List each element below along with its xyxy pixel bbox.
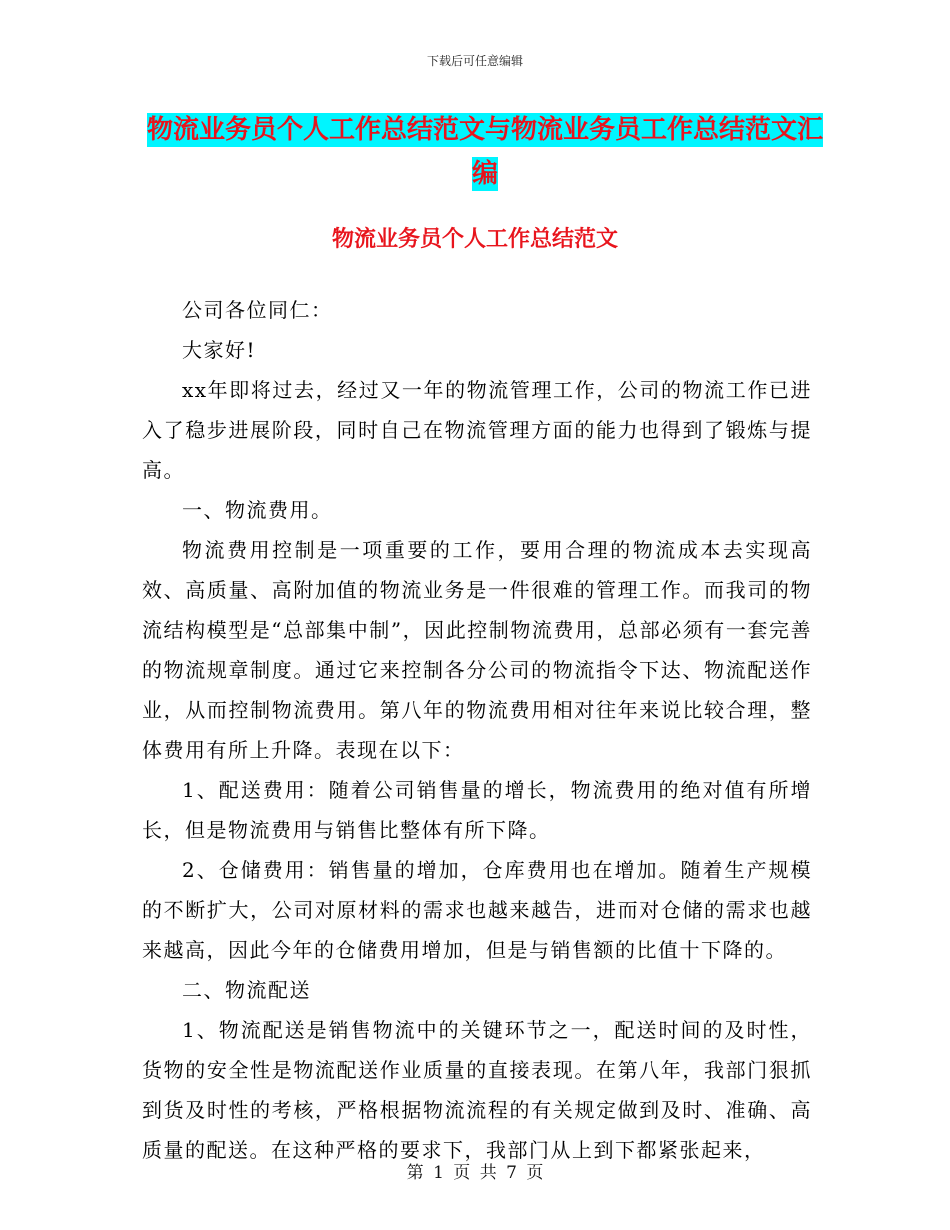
document-title [140, 108, 830, 196]
paragraph-storage-cost: 2、仓储费用：销售量的增加，仓库费用也在增加。随着生产规模的不断扩大，公司对原材料的需求也越来越告，进而对仓储的需求也越来越高，因此今年的仓储费用增加，但是与销售额的比值十下降的。 [142, 858, 812, 962]
paragraph-delivery-cost: 1、配送费用：随着公司销售量的增长，物流费用的绝对值有所增长，但是物流费用与销售比整体有所下降。 [142, 778, 812, 842]
heading-logistics-delivery: 二、物流配送 [182, 978, 311, 1002]
download-note: 下载后可任意编辑 [426, 54, 523, 68]
heading-logistics-cost: 一、物流费用。 [182, 498, 333, 522]
paragraph-intro: xx年即将过去，经过又一年的物流管理工作，公司的物流工作已进入了稳步进展阶段，同时自己在物流管理方面的能力也得到了锻炼与提高。 [142, 378, 812, 482]
page-number: 第 1 页 共 7 页 [406, 1163, 544, 1183]
paragraph-delivery: 1、物流配送是销售物流中的关键环节之一，配送时间的及时性，货物的安全性是物流配送作业质量的直接表现。在第八年，我部门狠抓到货及时性的考核，严格根据物流流程的有关规定做到及时、准确、高质量的配送。在这种严格的要求下，我部门从上到下都紧张起来， [142, 1018, 812, 1162]
paragraph-greeting: 大家好! [182, 338, 257, 362]
section-title: 物流业务员个人工作总结范文 [331, 226, 618, 252]
paragraph-salutation: 公司各位同仁： [182, 298, 333, 322]
paragraph-cost-control: 物流费用控制是一项重要的工作，要用合理的物流成本去实现高效、高质量、高附加值的物流业务是一件很难的管理工作。而我司的物流结构模型是“总部集中制”，因此控制物流费用，总部必须有一套完善的物流规章制度。通过它来控制各分公司的物流指令下达、物流配送作业，从而控制物流费用。第八年的物流费用相对往年来说比较合理，整体费用有所上升降。表现在以下： [142, 538, 812, 762]
document-title-text: 物流业务员个人工作总结范文与物流业务员工作总结范文汇编 [146, 115, 823, 189]
document-body [142, 290, 812, 1170]
